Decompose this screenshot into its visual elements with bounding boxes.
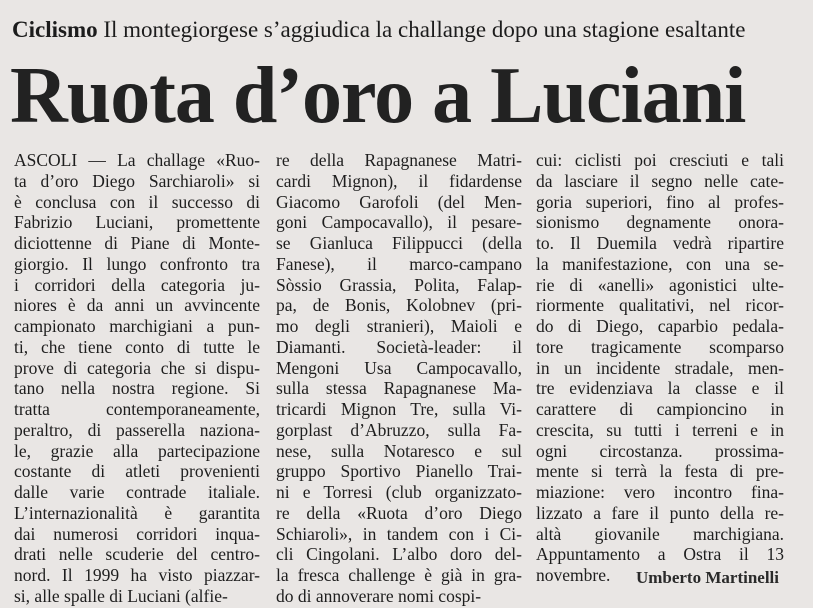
text-line: le, grazie alla partecipazione — [14, 440, 260, 461]
text-line: altà giovanile marchigiana. — [536, 523, 784, 544]
text-line: carattere di campioncino in — [536, 399, 784, 419]
text-line: campionato marchigiani a pun- — [14, 316, 260, 336]
text-line: Giacomo Garofoli (del Men- — [276, 191, 522, 212]
text-line: do di Diego, caparbio pedala- — [536, 316, 784, 336]
text-line: è conclusa con il successo di — [14, 191, 260, 212]
text-line: Appuntamento a Ostra il 13 — [536, 544, 784, 565]
text-line: gruppo Sportivo Pianello Trai- — [276, 461, 522, 482]
text-line: Schiaroli», in tandem con i Ci- — [276, 523, 522, 544]
text-line: cui: ciclisti poi cresciuti e tali — [536, 150, 784, 170]
text-line: in un incidente stradale, men- — [536, 357, 784, 378]
text-line: re della Rapagnanese Matri- — [276, 150, 522, 170]
text-line: tore tragicamente scomparso — [536, 336, 784, 357]
text-line: mente si terrà la festa di pre- — [536, 461, 784, 482]
text-line: to. Il Duemila vedrà ripartire — [536, 233, 784, 253]
text-line: crescita, su tutti i terreni e in — [536, 419, 784, 440]
text-line: si, alle spalle di Luciani (alfie- — [14, 585, 228, 606]
rubric-label: Ciclismo — [12, 17, 98, 42]
text-line: tre evidenziava la classe e il — [536, 378, 784, 399]
text-line: dalle varie contrade italiale. — [14, 482, 260, 502]
text-line: ti, che tiene conto di tutte le — [14, 336, 260, 357]
text-line: tricardi Mignon Tre, sulla Vi- — [276, 399, 522, 419]
text-line: tano nella nostra regione. Si — [14, 378, 260, 399]
text-line: da lasciare il segno nelle cate- — [536, 170, 784, 191]
text-line: la fresca challenge è già in gra- — [276, 565, 522, 585]
text-line: rie di «anelli» agonistici ulte- — [536, 274, 784, 295]
text-line: miazione: vero incontro fina- — [536, 482, 784, 502]
kicker — [12, 16, 802, 44]
text-line: i corridori della categoria ju- — [14, 274, 260, 295]
text-line: tratta contemporaneamente, — [14, 399, 260, 419]
text-line: dai numerosi corridori inqua- — [14, 523, 260, 544]
byline: Umberto Martinelli — [635, 568, 779, 587]
text-line: drati nelle scuderie del centro- — [14, 544, 260, 565]
text-line: niores è da anni un avvincente — [14, 295, 260, 316]
text-line: novembre. — [536, 565, 611, 585]
text-line: ogni circostanza. prossima- — [536, 440, 784, 461]
text-line: gorplast d’Abruzzo, sulla Fa- — [276, 419, 522, 440]
text-line: cardi Mignon), il fidardense — [276, 170, 522, 191]
headline: Ruota d’oro a Luciani — [10, 52, 746, 140]
text-line: diciottenne di Piane di Monte- — [14, 233, 260, 253]
text-line: ta d’oro Diego Sarchiaroli» si — [14, 170, 260, 191]
text-line: riormente qualitativi, nel ricor- — [536, 295, 784, 316]
text-line: ni e Torresi (club organizzato- — [276, 482, 522, 502]
text-line: nese, sulla Notaresco e sul — [276, 440, 522, 461]
text-line: pa, de Bonis, Kolobnev (pri- — [276, 295, 522, 316]
text-line: prove di categoria che si dispu- — [14, 357, 260, 378]
text-line: Sòssio Grassia, Polita, Falap- — [276, 274, 522, 295]
text-line: Mengoni Usa Campocavallo, — [276, 357, 522, 378]
text-line: L’internazionalità è garantita — [14, 502, 260, 523]
text-line: goria superiori, fino al profes- — [536, 191, 784, 212]
text-line: cli Cingolani. L’albo doro del- — [276, 544, 522, 565]
text-line: nord. Il 1999 ha visto piazzar- — [14, 565, 260, 585]
text-line: mo degli stranieri), Maioli e — [276, 316, 522, 336]
text-line: peraltro, di passerella naziona- — [14, 419, 260, 440]
text-line: sionismo degnamente onora- — [536, 212, 784, 233]
article-column-2 — [276, 150, 522, 607]
text-line: se Gianluca Filippucci (della — [276, 233, 522, 253]
article-column-3 — [536, 150, 784, 586]
text-line: giorgio. Il lungo confronto tra — [14, 253, 260, 274]
text-line: costante di atleti provenienti — [14, 461, 260, 482]
text-line: lizzato a fare il punto della re- — [536, 502, 784, 523]
article-column-1 — [14, 150, 260, 607]
text-line: ASCOLI — La challage «Ruo- — [14, 150, 260, 170]
kicker-text: Il montegiorgese s’aggiudica la challange dopo una stagione esaltante — [103, 17, 746, 42]
text-line: Fabrizio Luciani, promettente — [14, 212, 260, 233]
text-line: sulla stessa Rapagnanese Ma- — [276, 378, 522, 399]
text-line: la manifestazione, con una se- — [536, 253, 784, 274]
text-line: goni Campocavallo), il pesare- — [276, 212, 522, 233]
text-line: do di annoverare nomi cospi- — [276, 585, 482, 606]
text-line: Diamanti. Società-leader: il — [276, 336, 522, 357]
text-line: re della «Ruota d’oro Diego — [276, 502, 522, 523]
text-line: Fanese), il marco-campano — [276, 253, 522, 274]
